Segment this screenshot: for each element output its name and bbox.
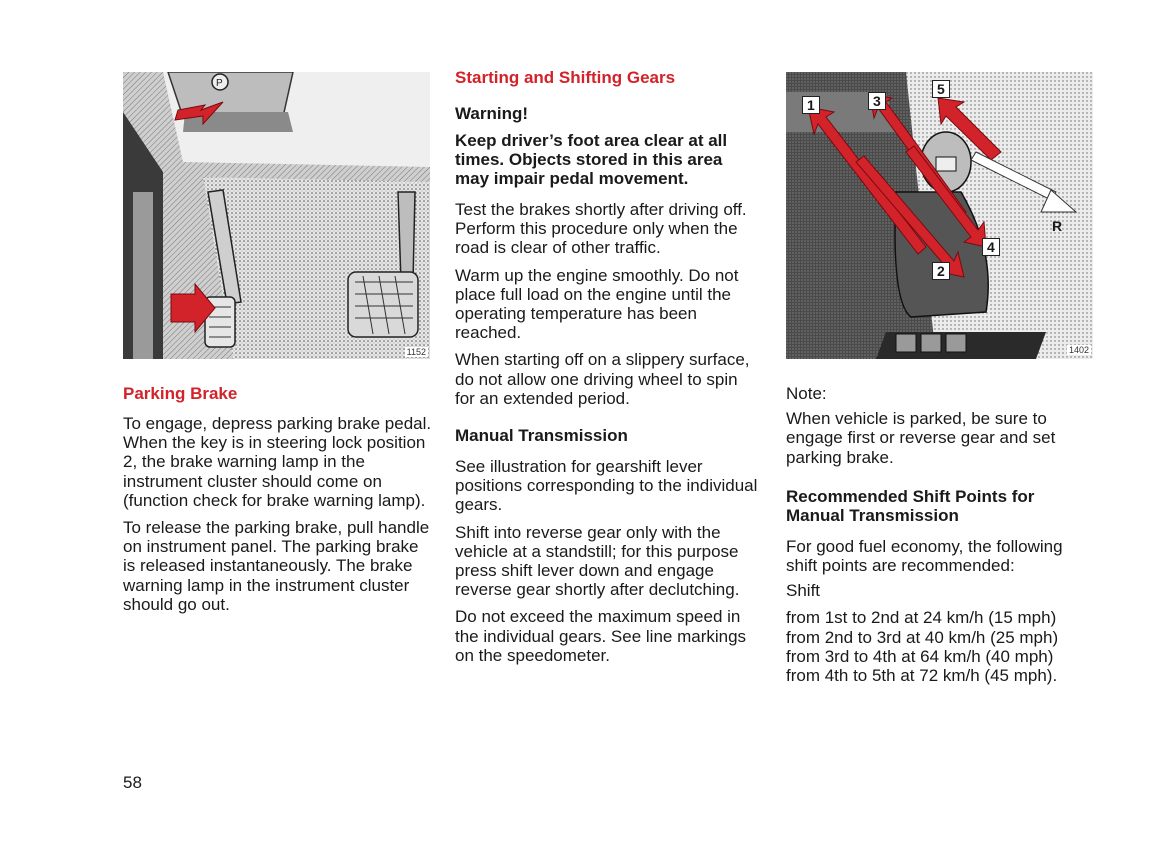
- manual-paragraph-1: See illustration for gearshift lever positions corresponding to the individual gears.: [455, 457, 758, 515]
- figure-left-number: 1152: [406, 347, 426, 357]
- gear-r-label: R: [1052, 218, 1063, 234]
- shift-point-line: from 1st to 2nd at 24 km/h (15 mph): [786, 608, 1057, 628]
- parking-brake-heading: Parking Brake: [123, 384, 238, 403]
- parking-brake-paragraph-2: To release the parking brake, pull handle on instrument panel. The parking brake is released instantaneously. The brake warning lamp in the instrument cluster should go out.: [123, 518, 430, 614]
- gearshift-figure: [786, 72, 1093, 359]
- note-label: Note:: [786, 384, 827, 403]
- shift-point-line: from 2nd to 3rd at 40 km/h (25 mph): [786, 627, 1059, 647]
- shift-point-line: from 3rd to 4th at 64 km/h (40 mph): [786, 646, 1054, 666]
- starting-heading: Starting and Shifting Gears: [455, 68, 676, 87]
- column-middle: [455, 68, 765, 665]
- parking-brake-figure: [123, 72, 430, 359]
- warning-text: Keep driver’s foot area clear at all times. Objects stored in this area may impair pedal movement.: [455, 131, 728, 188]
- figure-right-number: 1402: [1068, 345, 1089, 355]
- shift-point-line: from 4th to 5th at 72 km/h (45 mph).: [786, 666, 1058, 686]
- gear-3-label: 3: [868, 92, 886, 110]
- warning-title: Warning!: [455, 104, 529, 123]
- gear-4-label: 4: [982, 238, 1000, 256]
- column-right: [786, 384, 1096, 685]
- manual-paragraph-3: Do not exceed the maximum speed in the individual gears. See line markings on the speedometer.: [455, 607, 747, 665]
- manual-paragraph-2: Shift into reverse gear only with the vehicle at a standstill; for this purpose press shift lever down and engage reverse gear shortly after declutching.: [455, 522, 740, 600]
- page-number: 58: [123, 773, 142, 792]
- gear-5-label: 5: [932, 80, 950, 98]
- park-symbol: P: [216, 78, 223, 89]
- gear-1-label: 1: [802, 96, 820, 114]
- manual-heading: Manual Transmission: [455, 426, 628, 446]
- gearshift-pattern-illustration: [786, 72, 1093, 359]
- parking-brake-paragraph-1: To engage, depress parking brake pedal. When the key is in steering lock position 2, the brake warning lamp in the instrument cluster should come on (function check for brake warning lamp).: [123, 414, 432, 510]
- shift-points-list: [786, 608, 1096, 685]
- parking-brake-pedal-illustration: [123, 72, 430, 359]
- gear-2-label: 2: [932, 262, 950, 280]
- starting-paragraph-1: Test the brakes shortly after driving off. Perform this procedure only when the road is clear of other traffic.: [455, 200, 747, 258]
- note-text: When vehicle is parked, be sure to engage first or reverse gear and set parking brake.: [786, 409, 1056, 467]
- column-left: [123, 384, 433, 614]
- shift-points-intro: For good fuel economy, the following shift points are recommended:: [786, 536, 1063, 576]
- shift-label: Shift: [786, 581, 821, 601]
- starting-paragraph-3: When starting off on a slippery surface, do not allow one driving wheel to spin for an extended period.: [455, 350, 750, 408]
- starting-paragraph-2: Warm up the engine smoothly. Do not place full load on the engine until the operating temperature has been reached.: [455, 265, 739, 343]
- shift-points-heading: Recommended Shift Points for Manual Transmission: [786, 486, 1035, 525]
